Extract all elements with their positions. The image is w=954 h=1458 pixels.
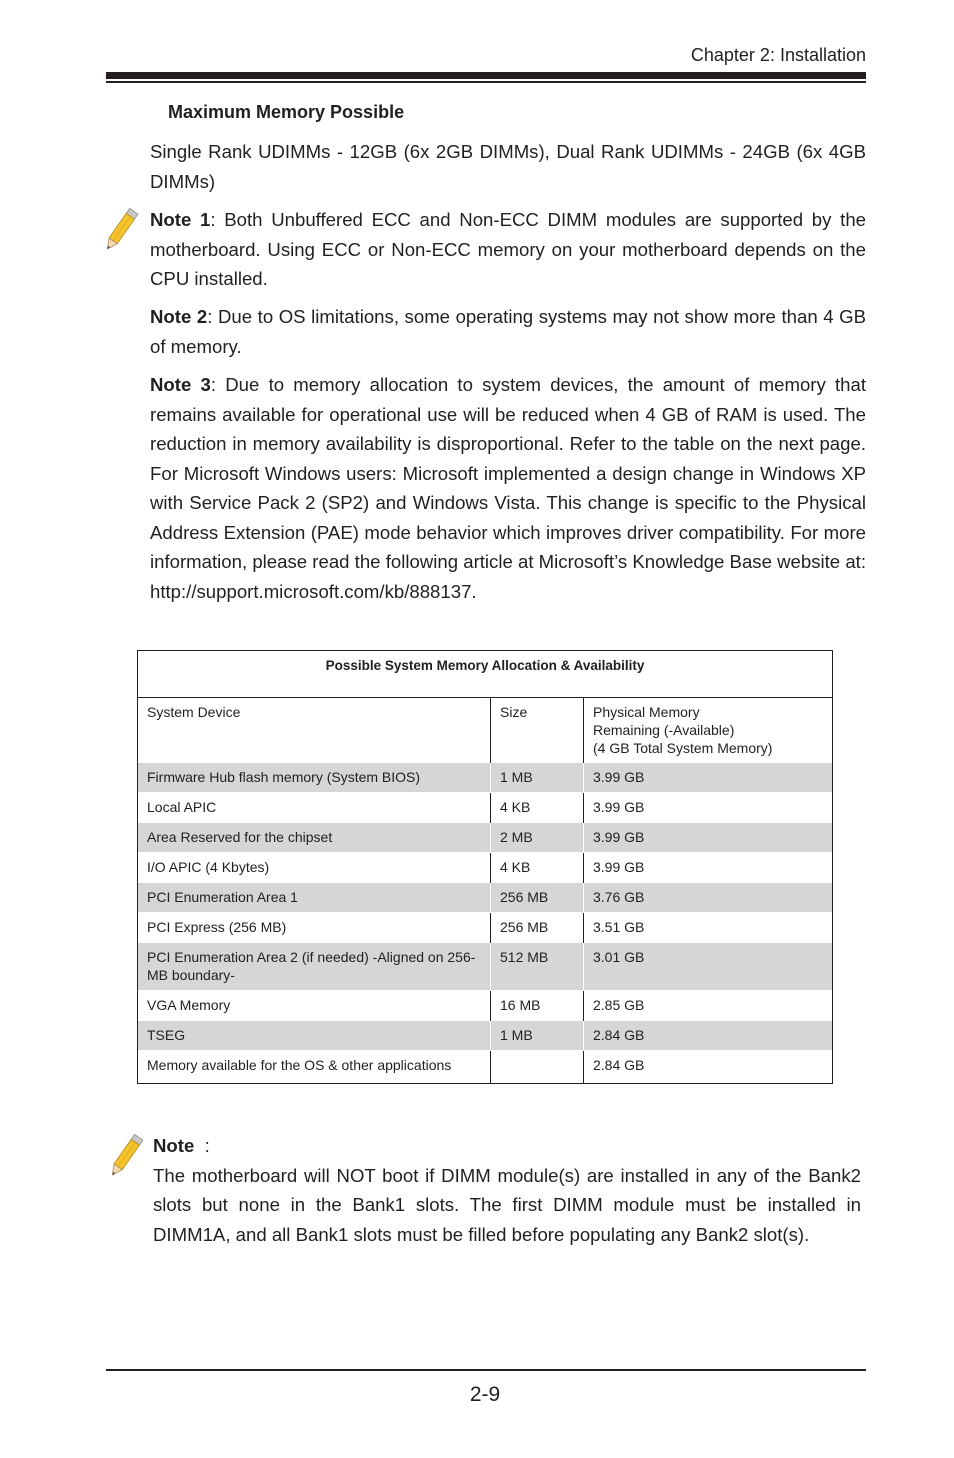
note-3-label: Note 3 [150, 374, 211, 395]
cell-size: 1 MB [491, 763, 584, 793]
note-3-text: : Due to memory allocation to system devices, the amount of memory that remains available for operational use will be reduced when 4 GB of RAM is used. The reduction in memory availability is disproportional. Refer to the table on the next page. For Microsoft Windows users: Microsoft implemented a design change in Windows XP with Service Pack 2 (SP2) and Windows Vista. This change is specific to the Physical Address Extension (PAE) mode behavior which improves driver compatibility. For more information, please read the following article at Microsoft’s Knowledge Base website at: http://support.microsoft.com/kb/888137. [150, 374, 867, 602]
table-row [138, 913, 833, 943]
bottom-note-heading [153, 1131, 861, 1161]
note-2-text: : Due to OS limitations, some operating systems may not show more than 4 GB of memory. [150, 306, 867, 357]
header-rule-thin [106, 81, 866, 83]
header-physical-memory-line2: Remaining (-Available) [593, 722, 735, 738]
table-row [138, 883, 833, 913]
pencil-icon [105, 1131, 145, 1183]
table-row [138, 793, 833, 823]
table-row [138, 943, 833, 991]
cell-remaining: 3.99 GB [584, 793, 833, 823]
cell-device: Local APIC [138, 793, 491, 823]
table-caption: Possible System Memory Allocation & Availability [138, 651, 833, 698]
cell-size: 1 MB [491, 1021, 584, 1051]
section-title: Maximum Memory Possible [168, 102, 405, 122]
header-physical-memory-line3: (4 GB Total System Memory) [593, 740, 773, 756]
memory-allocation-table [137, 650, 833, 1084]
note-2-label: Note 2 [150, 306, 208, 327]
page-number: 2-9 [469, 1383, 501, 1406]
intro-paragraph: Single Rank UDIMMs - 12GB (6x 2GB DIMMs), Dual Rank UDIMMs - 24GB (6x 4GB DIMMs) [150, 141, 866, 192]
cell-remaining: 3.76 GB [584, 883, 833, 913]
pencil-icon [100, 205, 140, 257]
cell-remaining: 2.85 GB [584, 991, 833, 1021]
cell-size: 4 KB [491, 793, 584, 823]
table-row [138, 991, 833, 1021]
cell-remaining: 3.01 GB [584, 943, 833, 991]
bottom-note-label: Note [153, 1135, 195, 1156]
cell-device: TSEG [138, 1021, 491, 1051]
header-physical-memory [584, 698, 833, 763]
header-system-device: System Device [138, 698, 491, 763]
cell-device: Area Reserved for the chipset [138, 823, 491, 853]
table-row [138, 823, 833, 853]
cell-size: 256 MB [491, 913, 584, 943]
header-physical-memory-line1: Physical Memory [593, 704, 700, 720]
table-row [138, 1021, 833, 1051]
note-1 [150, 205, 866, 294]
table-row [138, 853, 833, 883]
cell-device: PCI Enumeration Area 1 [138, 883, 491, 913]
note-2 [150, 302, 866, 361]
note-3 [150, 370, 866, 606]
chapter-title: Chapter 2: Installation [690, 45, 866, 65]
table-caption-row [138, 651, 833, 698]
cell-size: 16 MB [491, 991, 584, 1021]
page-header [106, 44, 866, 83]
header-rule-thick [106, 72, 866, 79]
note-1-label: Note 1 [150, 209, 211, 230]
table-row [138, 763, 833, 793]
cell-size [491, 1051, 584, 1084]
header-size: Size [491, 698, 584, 763]
bottom-note [153, 1131, 861, 1249]
cell-device: VGA Memory [138, 991, 491, 1021]
cell-remaining: 3.51 GB [584, 913, 833, 943]
table-row [138, 1051, 833, 1084]
cell-device: Firmware Hub flash memory (System BIOS) [138, 763, 491, 793]
cell-size: 2 MB [491, 823, 584, 853]
cell-remaining: 3.99 GB [584, 763, 833, 793]
cell-size: 4 KB [491, 853, 584, 883]
cell-device: PCI Express (256 MB) [138, 913, 491, 943]
cell-device: PCI Enumeration Area 2 (if needed) -Aligned on 256-MB boundary- [138, 943, 491, 991]
bottom-note-text: The motherboard will NOT boot if DIMM module(s) are installed in any of the Bank2 slots but none in the Bank1 slots. The first DIMM module must be installed in DIMM1A, and all Bank1 slots must be filled before populating any Bank2 slot(s). [153, 1164, 861, 1245]
cell-size: 256 MB [491, 883, 584, 913]
cell-device: I/O APIC (4 Kbytes) [138, 853, 491, 883]
cell-remaining: 3.99 GB [584, 823, 833, 853]
note-1-text: : Both Unbuffered ECC and Non-ECC DIMM modules are supported by the motherboard. Using ECC or Non-ECC memory on your motherboard depends on the CPU installed. [150, 209, 867, 289]
footer-rule [106, 1369, 866, 1371]
cell-device: Memory available for the OS & other applications [138, 1051, 491, 1084]
table-header-row [138, 698, 833, 763]
cell-size: 512 MB [491, 943, 584, 991]
cell-remaining: 2.84 GB [584, 1051, 833, 1084]
cell-remaining: 2.84 GB [584, 1021, 833, 1051]
bottom-note-colon: : [204, 1135, 210, 1156]
cell-remaining: 3.99 GB [584, 853, 833, 883]
